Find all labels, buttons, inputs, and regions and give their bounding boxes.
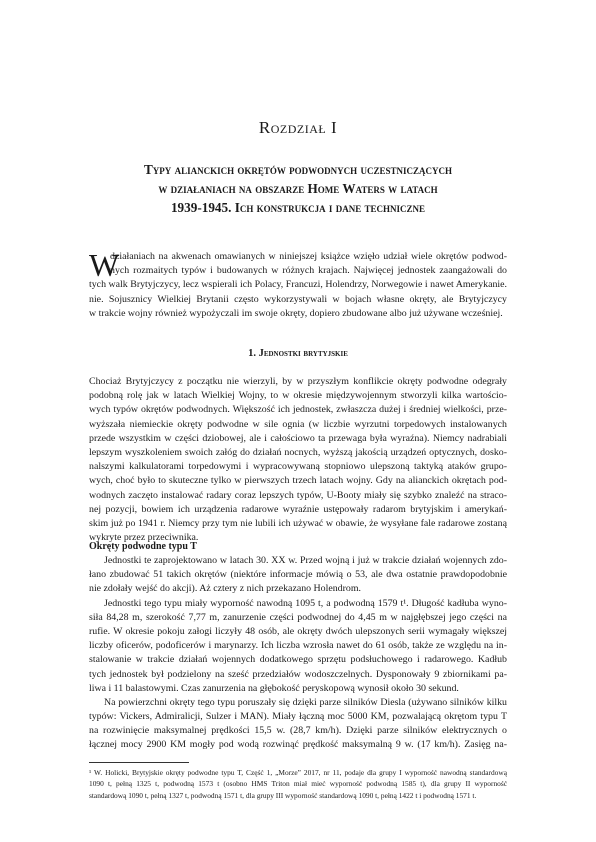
text-line: Jednostki tego typu miały wyporność nawodną 1095 t, a podwodną 1579 t¹. Długość kadłuba wyno-	[104, 597, 507, 609]
text-line: liczby oficerów, podoficerów i marynarzy. Ich liczba wzrosła nawet do 61 osób, także ze względu na in-	[89, 640, 507, 652]
subsection-paragraph	[89, 554, 507, 753]
footnote-line: standardową 1090 t, pełną 1327 t, podwodną 1571 t, dla grupy III wyporność standardową 1090 t, pełną 1422 t i podwodną 1571 t.	[89, 790, 477, 800]
text-line: na rozwinięcie maksymalnej prędkości 15,5 w. (28,7 km/h). Dzięki parze silników elektrycznych o	[89, 725, 507, 737]
text-line: nalszymi kalkulatorami torpedowymi i wypracowywaną stopniowo ulepszoną taktyką ataków grupo-	[89, 461, 507, 473]
text-line: podobną rolę jak w latach Wielkiej Wojny, to w okresie międzywojennym stworzyli kilka wartościo-	[89, 390, 507, 402]
text-line: wych typów okrętów podwodnych. Większość ich jednostek, zwłaszcza dużej i średniej wielkości, prze-	[89, 404, 507, 416]
text-line: wyższała niemieckie okręty podwodne w sile ognia (w liczbie wyrzutni torpedowych instalowanych	[89, 418, 507, 430]
footnote-line: ¹ W. Holicki, Brytyjskie okręty podwodne typu T, Część 1, „Morze” 2017, nr 11, podaje dla grupy I wyporność nawodną standardową	[89, 768, 507, 777]
text-line: przede wszystkim w części dziobowej, ale i całościowo ta przewaga była wyraźna). Niemcy nadrabiali	[89, 432, 507, 444]
intro-paragraph	[89, 247, 507, 321]
text-line: typów: Vickers, Admiralicji, Sulzer i MAN). Miały łączną moc 5000 KM, pozwalającą okrętom typu T	[89, 711, 507, 723]
text-line: łącznej mocy 2900 KM mogły pod wodą rozwinąć prędkość maksymalną 9 w. (17 km/h). Zasięg na-	[89, 739, 507, 751]
section-title: 1. Jednostki brytyjskie	[248, 348, 348, 359]
section-paragraph	[89, 375, 507, 545]
text-line: nych rozmaitych typów i budowanych w różnych krajach. Najwięcej jednostek zaangażowali do	[110, 265, 507, 277]
text-line: rufie. W okresie pokoju załogi liczyły 48 osób, ale okręty dwóch ulepszonych serii wymagały większej	[89, 625, 507, 637]
text-line: tych jednostek był podzielony na sześć przedziałów wodoszczelnych. Dysponowały 9 zbiornikami pa-	[89, 668, 507, 680]
text-line: nie. Sojusznicy Wielkiej Brytanii często wykorzystywali w bojach własne okręty, ale Brytyjczycy	[89, 293, 507, 305]
text-line: lepszym wyszkoleniem swoich załóg do działań nocnych, wyższą jakością urządzeń optycznych, dosko-	[89, 446, 507, 458]
drop-cap: W	[89, 247, 120, 283]
text-line: siła 84,28 m, szerokość 7,77 m, zanurzenie części podwodnej do 4,45 m w najgłębszej jego części na	[89, 611, 507, 623]
chapter-heading: Rozdział I	[258, 118, 338, 137]
subsection-title: Okręty podwodne typu T	[89, 541, 197, 552]
chapter-title-line: 1939-1945. Ich konstrukcja i dane techniczne	[170, 200, 426, 215]
text-line: działaniach na akwenach omawianych w niniejszej książce wzięło udział wiele okrętów podwod-	[110, 251, 507, 262]
text-line: Jednostki te zaprojektowano w latach 30. XX w. Przed wojną i już w trakcie działań wojennych zdo-	[104, 555, 507, 566]
text-line: Chociaż Brytyjczycy z początku nie wierzyli, by w przyszłym konflikcie okręty podwodne odegrały	[89, 376, 507, 387]
text-line: stalowanie w trakcie działań wojennych dodatkowego sprzętu podsłuchowego i radarowego. Kadłub	[89, 654, 507, 666]
text-line: nej pozycji, bowiem ich urządzenia radarowe wyraźnie ustępowały radarom brytyjskim i amerykań-	[89, 503, 507, 515]
text-line: nie zdołały wejść do akcji). Aż cztery z nich przekazano Holendrom.	[89, 583, 361, 595]
text-line: liwa i 11 balastowymi. Czas zanurzenia na głębokość peryskopową wynosił około 30 sekund.	[89, 682, 459, 694]
text-line: wykryte przez przeciwnika.	[89, 532, 199, 544]
text-line: skim już po 1941 r. Niemcy przy tym nie lubili ich używać w obawie, że wysyłane fale radarowe zostaną	[89, 517, 507, 529]
text-line: wych, choć było to skuteczne tylko w pierwszych trzech latach wojny. Gdy na alianckich okrętach pod-	[89, 475, 507, 487]
chapter-title	[80, 160, 516, 217]
text-line: Na powierzchni okręty tego typu poruszały się dzięki parze silników Diesla (używano silników kilku	[104, 696, 507, 708]
text-line: wodnych zaczęto instalować radary coraz lepszych typów, U-Booty miały się szybko znaleźć na straco-	[89, 489, 507, 501]
text-line: w trakcie wojny również wypożyczali im swoje okręty, dopiero zbudowane albo już używane wcześniej.	[89, 307, 503, 319]
footnote-line: 1090 t, pełną 1325 t, podwodną 1573 t (osobno HMS Triton miał mieć wyporność podwodną 1585 t), dla grupy II wyporność	[89, 779, 507, 789]
text-line: łano zbudować 51 takich okrętów (niektóre informacje mówią o 53, ale dwa ostatnie prawdopodobnie	[89, 569, 507, 581]
footnotes	[89, 767, 507, 801]
text-line: tych walk Brytyjczycy, lecz wspierali ich Polacy, Francuzi, Holendrzy, Norwegowie i nawet Amerykanie.	[89, 279, 507, 291]
chapter-title-line: Typy alianckich okrętów podwodnych uczestniczących	[143, 162, 452, 177]
footnote-divider	[89, 762, 189, 763]
chapter-title-line: w działaniach na obszarze Home Waters w latach	[158, 181, 438, 196]
